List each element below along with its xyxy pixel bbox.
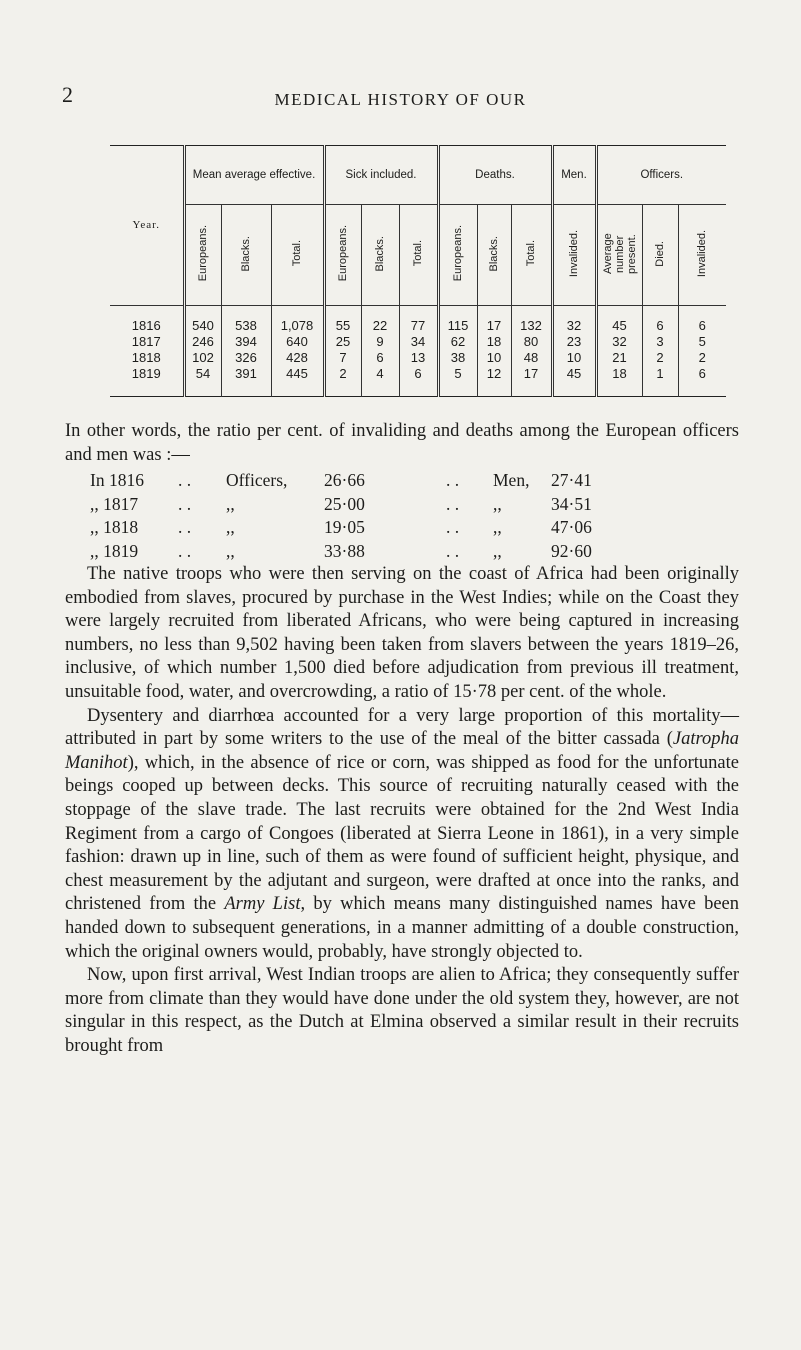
value-cell: 25 <box>324 334 361 350</box>
running-head: MEDICAL HISTORY OF OUR <box>274 90 527 109</box>
col-header: Total. <box>399 205 438 306</box>
table-row <box>110 366 726 397</box>
officers-value: 33·88 <box>324 540 365 561</box>
value-cell: 62 <box>438 334 477 350</box>
col-header: Europeans. <box>184 205 221 306</box>
value-cell: 391 <box>221 366 271 397</box>
year-cell: 1819 <box>131 366 161 381</box>
value-cell: 2 <box>324 366 361 397</box>
value-cell: 6 <box>399 366 438 397</box>
value-cell: 7 <box>324 350 361 366</box>
value-cell: 21 <box>596 350 642 366</box>
officers-value: 25·00 <box>324 493 365 514</box>
value-cell: 22 <box>361 306 399 335</box>
value-cell: 445 <box>271 366 324 397</box>
ratio-row <box>90 493 750 517</box>
value-cell: 77 <box>399 306 438 335</box>
value-cell: 23 <box>552 334 596 350</box>
men-label: ,, <box>493 540 502 561</box>
value-cell: 54 <box>184 366 221 397</box>
group-header-deaths: Deaths. <box>438 146 552 205</box>
col-header: Died. <box>642 205 678 306</box>
year-cell: 1818 <box>131 350 161 365</box>
italic-term: Army List <box>224 894 301 915</box>
value-cell: 18 <box>596 366 642 397</box>
statistics-table <box>110 145 726 397</box>
leader-dots: . . <box>178 540 192 561</box>
value-cell: 17 <box>477 306 511 335</box>
ratio-year: In 1816 <box>90 470 144 490</box>
value-cell: 10 <box>477 350 511 366</box>
men-label: ,, <box>493 493 502 514</box>
page-number: 2 <box>62 82 73 107</box>
value-cell: 102 <box>184 350 221 366</box>
value-cell: 428 <box>271 350 324 366</box>
leader-dots: . . <box>446 493 460 514</box>
ratio-row <box>90 469 750 493</box>
value-cell: 6 <box>678 306 726 335</box>
col-header: Invalided. <box>678 205 726 306</box>
group-header-men: Men. <box>552 146 596 205</box>
table-row <box>110 306 726 335</box>
value-cell: 4 <box>361 366 399 397</box>
men-value: 47·06 <box>551 517 592 537</box>
ratio-year: ,, 1817 <box>90 493 139 514</box>
value-cell: 32 <box>596 334 642 350</box>
intro-text <box>65 420 739 467</box>
paragraph: Now, upon first arrival, West Indian troops are alien to Africa; they consequently suffer more from climate than they would have done under the old system they, however, are not singular in this respect, as the Dutch at Elmina observed a similar result in their recruits brought from <box>65 965 739 1056</box>
value-cell: 45 <box>596 306 642 335</box>
officers-value: 19·05 <box>324 517 365 537</box>
col-header: Total. <box>271 205 324 306</box>
officers-label: ,, <box>226 540 235 561</box>
year-header: Year. <box>110 146 184 306</box>
ratio-list <box>90 469 750 563</box>
value-cell: 246 <box>184 334 221 350</box>
col-header: Blacks. <box>477 205 511 306</box>
col-header: Europeans. <box>438 205 477 306</box>
year-cell: 1816 <box>131 318 161 333</box>
italic-term: Jatropha Manihot <box>65 729 739 773</box>
value-cell: 10 <box>552 350 596 366</box>
table-row <box>110 334 726 350</box>
value-cell: 5 <box>438 366 477 397</box>
value-cell: 48 <box>511 350 552 366</box>
value-cell: 55 <box>324 306 361 335</box>
group-header-officers: Officers. <box>596 146 726 205</box>
value-cell: 80 <box>511 334 552 350</box>
value-cell: 1,078 <box>271 306 324 335</box>
col-header: Europeans. <box>324 205 361 306</box>
ratio-row <box>90 516 750 540</box>
men-value: 92·60 <box>551 540 592 561</box>
paragraph: In other words, the ratio per cent. of invaliding and deaths among the European officers and men was :— <box>65 421 739 465</box>
value-cell: 18 <box>477 334 511 350</box>
value-cell: 13 <box>399 350 438 366</box>
paragraph: The native troops who were then serving on the coast of Africa had been originally embodied from slaves, procured by purchase in the West Indies; while on the Coast they were largely recruited from liberated Africans, who were being captured in increasing numbers, no less than 9,502 having been taken from slavers between the years 1819–26, inclusive, of which number 1,500 died before adjudication from previous ill treatment, unsuitable food, water, and overcrowding, a ratio of 15·78 per cent. of the whole. <box>65 564 739 702</box>
men-label: ,, <box>493 517 502 537</box>
value-cell: 9 <box>361 334 399 350</box>
col-header: Blacks. <box>221 205 271 306</box>
body-text <box>65 563 739 1058</box>
value-cell: 1 <box>642 366 678 397</box>
value-cell: 326 <box>221 350 271 366</box>
value-cell: 45 <box>552 366 596 397</box>
value-cell: 540 <box>184 306 221 335</box>
officers-label: ,, <box>226 517 235 537</box>
value-cell: 132 <box>511 306 552 335</box>
men-value: 27·41 <box>551 470 592 490</box>
col-header: Blacks. <box>361 205 399 306</box>
officers-value: 26·66 <box>324 470 365 490</box>
value-cell: 34 <box>399 334 438 350</box>
year-cell: 1817 <box>131 334 161 349</box>
value-cell: 115 <box>438 306 477 335</box>
paragraph: Dysentery and diarrhœa accounted for a very large proportion of this mortality—attributed in part by some writers to the use of the meal of the bitter cassada (Jatropha Manihot), which, in the absence of rice or corn, was shipped as food for the unfortunate beings cooped up between decks. This source of recruiting naturally ceased with the stoppage of the slave trade. The last recruits were obtained for the 2nd West India Regiment from a cargo of Congoes (liberated at Sierra Leone in 1861), in a very simple fashion: drawn up in line, such of them as were found of sufficient height, physique, and chest measurement by the adjutant and surgeon, were drafted at once into the ranks, and christened from the Army List, by which means many distinguished names have been handed down to subsequent generations, in a manner admitting of a double construction, which the original owners would, probably, have strongly objected to. <box>65 705 739 962</box>
leader-dots: . . <box>446 517 460 537</box>
men-label: Men, <box>493 470 530 490</box>
value-cell: 6 <box>361 350 399 366</box>
value-cell: 38 <box>438 350 477 366</box>
value-cell: 32 <box>552 306 596 335</box>
value-cell: 2 <box>642 350 678 366</box>
officers-label: ,, <box>226 493 235 514</box>
leader-dots: . . <box>446 470 460 490</box>
table-row <box>110 350 726 366</box>
value-cell: 538 <box>221 306 271 335</box>
ratio-row <box>90 540 750 564</box>
ratio-year: ,, 1819 <box>90 540 139 561</box>
value-cell: 640 <box>271 334 324 350</box>
leader-dots: . . <box>178 493 192 514</box>
leader-dots: . . <box>446 540 460 561</box>
value-cell: 2 <box>678 350 726 366</box>
officers-label: Officers, <box>226 470 288 490</box>
value-cell: 6 <box>678 366 726 397</box>
value-cell: 6 <box>642 306 678 335</box>
leader-dots: . . <box>178 470 192 490</box>
value-cell: 12 <box>477 366 511 397</box>
col-header: Invalided. <box>552 205 596 306</box>
men-value: 34·51 <box>551 493 592 514</box>
ratio-year: ,, 1818 <box>90 517 139 537</box>
col-header: Average number present. <box>596 205 642 306</box>
value-cell: 17 <box>511 366 552 397</box>
value-cell: 5 <box>678 334 726 350</box>
group-header-effective: Mean average effective. <box>184 146 324 205</box>
value-cell: 3 <box>642 334 678 350</box>
leader-dots: . . <box>178 517 192 537</box>
col-header: Total. <box>511 205 552 306</box>
group-header-sick: Sick included. <box>324 146 438 205</box>
value-cell: 394 <box>221 334 271 350</box>
